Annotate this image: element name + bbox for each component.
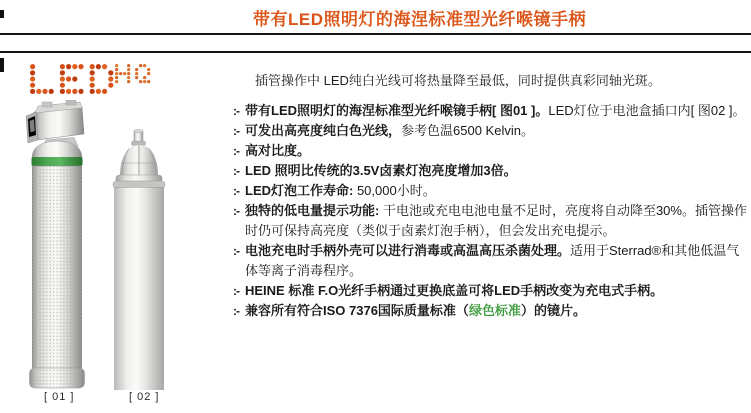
led-hq-logo [29, 63, 153, 97]
feature-text: 电池充电时手柄外壳可以进行消毒或高温高压杀菌处理。适用于Sterrad®和其他低温气体等离子消毒程序。 [245, 243, 740, 278]
feature-text: 高对比度。 [245, 143, 311, 158]
feature-item [233, 101, 749, 121]
page-title: 带有LED照明灯的海涅标准型光纤喉镜手柄 [253, 10, 586, 29]
hook-on-fitting [26, 100, 84, 143]
figure-led-insert-02 [108, 125, 172, 392]
feature-item [233, 121, 749, 141]
feature-text: 带有LED照明灯的海涅标准型光纤喉镜手柄[ 图01 ]。LED灯位于电池盒插口内[ 图02 ]。 [245, 103, 746, 118]
bullet-marker: :- [233, 204, 239, 218]
feature-item [233, 241, 749, 281]
feature-item [233, 201, 749, 241]
bullet-marker: :- [233, 284, 239, 298]
header-rule-top [0, 33, 751, 35]
insert-collar [113, 175, 165, 188]
bullet-marker: :- [233, 164, 239, 178]
feature-text: LED灯泡工作寿命: 50,000小时。 [245, 183, 436, 198]
figure-02-label: [ 02 ] [129, 391, 160, 403]
led-contact-nub [132, 129, 146, 145]
green-ring [32, 157, 83, 166]
figure-laryngoscope-handle-01 [18, 100, 118, 392]
led-hq-logo-dots [29, 63, 153, 97]
feature-text: 兼容所有符合ISO 7376国际质量标准（绿色标准）的镜片。 [245, 303, 586, 318]
feature-text: 独特的低电量提示功能: 干电池或充电电池电量不足时，亮度将自动降至30%。插管操作时仍可保持高亮度（类似于卤素灯泡手柄），但会发出充电提示。 [245, 203, 747, 238]
intro-text: 插管操作中 LED纯白光线可将热量降至最低，同时提供真彩同轴光斑。 [255, 73, 661, 88]
figure-01-label: [ 01 ] [44, 391, 75, 403]
bullet-marker: :- [233, 304, 239, 318]
led-bulb-dome [120, 145, 158, 177]
feature-item [233, 281, 749, 301]
feature-text: 可发出高亮度纯白色光线，参考色温6500 Kelvin。 [245, 123, 534, 138]
feature-item [233, 161, 749, 181]
bullet-marker: :- [233, 184, 239, 198]
feature-text: HEINE 标准 F.O光纤手柄通过更换底盖可将LED手柄改变为充电式手柄。 [245, 283, 664, 298]
bottom-cap [30, 368, 85, 388]
feature-text: LED 照明比传统的3.5V卤素灯泡亮度增加3倍。 [245, 163, 517, 178]
feature-item [233, 141, 749, 161]
bullet-marker: :- [233, 104, 239, 118]
feature-list [233, 101, 749, 321]
print-registration-mark [0, 58, 4, 72]
bullet-marker: :- [233, 244, 239, 258]
knurled-body [32, 166, 82, 368]
feature-item [233, 301, 749, 321]
bullet-marker: :- [233, 144, 239, 158]
bullet-marker: :- [233, 124, 239, 138]
feature-item [233, 181, 749, 201]
smooth-handle-shell [114, 187, 164, 390]
header-rule-bottom [0, 51, 751, 53]
